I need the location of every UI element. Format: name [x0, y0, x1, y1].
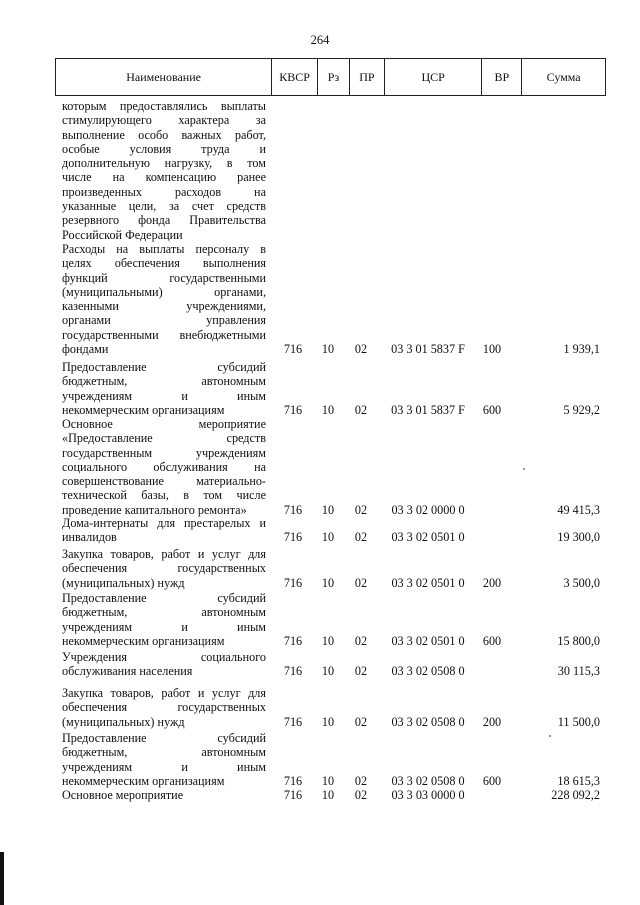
row-vr: 600 — [482, 773, 502, 788]
row-vr: 600 — [482, 633, 502, 648]
row-kvsr: 716 — [283, 788, 303, 802]
row-name-line: Учреждения социального — [62, 650, 266, 664]
row-name-line: бюджетным, автономным — [62, 745, 266, 760]
row-vr: 600 — [482, 402, 502, 417]
table-row — [0, 99, 640, 242]
row-name-line: государственными внебюджетными — [62, 327, 266, 342]
row-pr: 02 — [354, 633, 368, 648]
row-sum: 30 115,3 — [557, 664, 600, 679]
row-name-line: учреждениям и иным — [62, 619, 266, 634]
row-pr: 02 — [354, 788, 368, 802]
row-name-line: учреждениям и иным — [62, 388, 266, 403]
row-name-line: Предоставление субсидий — [62, 360, 266, 374]
row-sum: 19 300,0 — [557, 530, 600, 545]
table-row — [0, 686, 640, 729]
row-name-line: резервного фонда Правительства — [62, 213, 266, 228]
row-name-line: «Предоставление средств — [62, 431, 266, 446]
row-kvsr: 716 — [283, 502, 303, 517]
row-name-line: инвалидов — [62, 530, 117, 545]
row-csr: 03 3 03 0000 0 — [391, 788, 465, 802]
row-name-line: технической базы, в том числе — [62, 488, 266, 503]
row-name — [62, 99, 266, 242]
row-name-line: некоммерческим организациям — [62, 633, 225, 648]
row-name-line: Основное мероприятие — [62, 417, 266, 431]
row-rz: 10 — [321, 402, 335, 417]
header-rz: Рз — [318, 59, 350, 95]
row-name-line: Предоставление субсидий — [62, 591, 266, 605]
row-vr: 200 — [482, 575, 502, 590]
header-vr: ВР — [482, 59, 522, 95]
row-sum: 1 939,1 — [563, 342, 600, 357]
row-name-line: Российской Федерации — [62, 227, 183, 242]
row-rz: 10 — [321, 788, 335, 802]
row-name-line: дополнительную нагрузку, в том — [62, 156, 266, 171]
table-row — [0, 788, 640, 802]
row-name-line: (муниципальных) нужд — [62, 714, 185, 729]
row-sum: 18 615,3 — [557, 773, 600, 788]
row-name — [62, 242, 266, 356]
row-name-line: бюджетным, автономным — [62, 605, 266, 620]
row-kvsr: 716 — [283, 773, 303, 788]
row-name-line: Предоставление субсидий — [62, 731, 266, 745]
row-name — [62, 788, 266, 802]
row-name-line: совершенствование материально- — [62, 474, 266, 489]
row-name-line: казенными учреждениями, — [62, 299, 266, 314]
row-name-line: государственным учреждениям — [62, 445, 266, 460]
row-rz: 10 — [321, 530, 335, 545]
row-rz: 10 — [321, 575, 335, 590]
row-csr: 03 3 02 0000 0 — [391, 502, 465, 517]
row-name-line: Закупка товаров, работ и услуг для — [62, 686, 266, 700]
row-sum: 15 800,0 — [557, 633, 600, 648]
row-name — [62, 360, 266, 417]
row-csr: 03 3 01 5837 F — [391, 402, 465, 417]
row-name-line: (муниципальных) нужд — [62, 575, 185, 590]
table-row — [0, 650, 640, 679]
row-name-line: числе на компенсацию ранее — [62, 170, 266, 185]
table-row — [0, 591, 640, 648]
row-name-line: обеспечения государственных — [62, 700, 266, 715]
table-row — [0, 242, 640, 356]
row-name-line: обеспечения государственных — [62, 561, 266, 576]
row-name-line: обслуживания населения — [62, 664, 193, 679]
row-name-line: произведенных расходов на — [62, 184, 266, 199]
row-pr: 02 — [354, 714, 368, 729]
row-rz: 10 — [321, 502, 335, 517]
row-rz: 10 — [321, 773, 335, 788]
row-pr: 02 — [354, 402, 368, 417]
header-sum: Сумма — [546, 69, 581, 84]
row-sum: 11 500,0 — [557, 714, 600, 729]
row-csr: 03 3 02 0501 0 — [391, 530, 465, 545]
row-csr: 03 3 01 5837 F — [391, 342, 465, 357]
row-vr: 200 — [482, 714, 502, 729]
row-name-line: фондами — [62, 342, 109, 357]
row-name — [62, 417, 266, 517]
row-kvsr: 716 — [283, 714, 303, 729]
row-sum: 49 415,3 — [557, 502, 600, 517]
row-kvsr: 716 — [283, 575, 303, 590]
row-rz: 10 — [321, 633, 335, 648]
row-pr: 02 — [354, 575, 368, 590]
row-pr: 02 — [354, 530, 368, 545]
row-rz: 10 — [321, 664, 335, 679]
row-rz: 10 — [321, 342, 335, 357]
header-name: Наименование — [56, 59, 272, 95]
scan-speck — [523, 468, 525, 470]
table-row — [0, 516, 640, 545]
row-name-line: указанные цели, за счет средств — [62, 199, 266, 214]
row-name-line: бюджетным, автономным — [62, 374, 266, 389]
row-name-line: которым предоставлялись выплаты — [62, 99, 266, 113]
row-kvsr: 716 — [283, 402, 303, 417]
row-kvsr: 716 — [283, 530, 303, 545]
table-row — [0, 360, 640, 417]
row-csr: 03 3 02 0508 0 — [391, 714, 465, 729]
row-name — [62, 731, 266, 788]
row-pr: 02 — [354, 342, 368, 357]
table-row — [0, 417, 640, 517]
row-rz: 10 — [321, 714, 335, 729]
row-sum: 5 929,2 — [563, 402, 600, 417]
row-kvsr: 716 — [283, 664, 303, 679]
row-name-line: проведение капитального ремонта» — [62, 502, 247, 517]
row-kvsr: 716 — [283, 342, 303, 357]
row-name-line: Дома-интернаты для престарелых и — [62, 516, 266, 530]
row-name-line: особые условия труда и — [62, 141, 266, 156]
row-pr: 02 — [354, 773, 368, 788]
row-name — [62, 650, 266, 679]
scan-speck — [549, 735, 551, 737]
row-csr: 03 3 02 0508 0 — [391, 773, 465, 788]
table-row — [0, 547, 640, 590]
row-name — [62, 547, 266, 590]
page-number: 264 — [310, 33, 330, 47]
row-name-line: целях обеспечения выполнения — [62, 256, 266, 271]
header-kvsr: КВСР — [272, 59, 318, 95]
header-pr: ПР — [350, 59, 385, 95]
row-vr: 100 — [482, 342, 502, 357]
row-name — [62, 516, 266, 545]
row-name-line: Основное мероприятие — [62, 788, 184, 802]
row-name-line: функций государственными — [62, 270, 266, 285]
row-name — [62, 686, 266, 729]
row-name-line: социального обслуживания на — [62, 459, 266, 474]
row-sum: 228 092,2 — [551, 788, 600, 802]
row-name-line: (муниципальными) органами, — [62, 284, 266, 299]
row-name-line: некоммерческим организациям — [62, 402, 225, 417]
row-name-line: стимулирующего характера за — [62, 113, 266, 128]
row-csr: 03 3 02 0501 0 — [391, 575, 465, 590]
row-csr: 03 3 02 0501 0 — [391, 633, 465, 648]
row-sum: 3 500,0 — [563, 575, 600, 590]
row-name-line: некоммерческим организациям — [62, 773, 225, 788]
row-kvsr: 716 — [283, 633, 303, 648]
row-pr: 02 — [354, 502, 368, 517]
scan-edge-mark — [0, 852, 4, 905]
table-row — [0, 731, 640, 788]
row-name-line: Закупка товаров, работ и услуг для — [62, 547, 266, 561]
row-name-line: выполнение особо важных работ, — [62, 127, 266, 142]
row-name-line: Расходы на выплаты персоналу в — [62, 242, 266, 256]
header-csr: ЦСР — [385, 59, 483, 95]
row-name-line: органами управления — [62, 313, 266, 328]
row-csr: 03 3 02 0508 0 — [391, 664, 465, 679]
row-name — [62, 591, 266, 648]
row-name-line: учреждениям и иным — [62, 759, 266, 774]
row-pr: 02 — [354, 664, 368, 679]
